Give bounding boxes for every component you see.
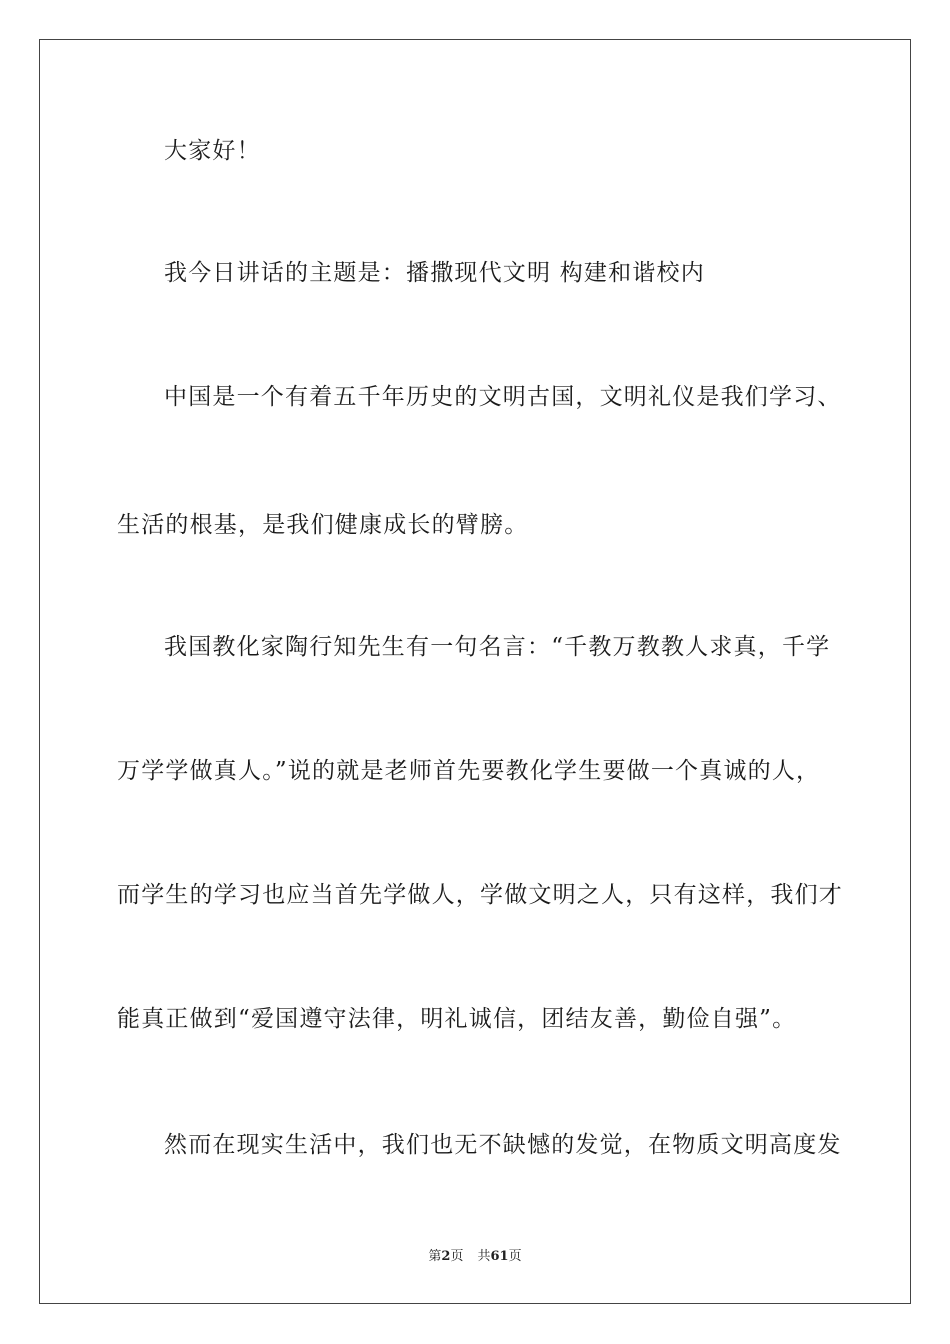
total-prefix: 共 [477,1249,491,1264]
paragraph-1-line-2: 生活的根基，是我们健康成长的臂膀。 [117,512,529,538]
total-pages: 61 [490,1249,509,1264]
page-prefix: 第 [428,1249,442,1264]
paragraph-2-line-3: 而学生的学习也应当首先学做人，学做文明之人，只有这样，我们才 [117,882,843,908]
page-number: 2 [441,1249,451,1264]
paragraph-2-line-1: 我国教化家陶行知先生有一句名言：“千教万教教人求真，千学 [164,634,831,660]
page-suffix: 页 [450,1249,464,1264]
total-suffix: 页 [508,1249,522,1264]
paragraph-3-line-1: 然而在现实生活中，我们也无不缺憾的发觉，在物质文明高度发 [164,1132,842,1158]
paragraph-2-line-4: 能真正做到“爱国遵守法律，明礼诚信，团结友善，勤俭自强”。 [117,1006,797,1032]
greeting-line: 大家好！ [164,138,261,164]
paragraph-1-line-1: 中国是一个有着五千年历史的文明古国，文明礼仪是我们学习、 [164,384,842,410]
page-footer [0,1248,950,1266]
page-border [39,39,911,1304]
topic-line: 我今日讲话的主题是：播撒现代文明 构建和谐校内 [164,260,705,286]
paragraph-2-line-2: 万学学做真人。”说的就是老师首先要教化学生要做一个真诚的人， [117,758,821,784]
